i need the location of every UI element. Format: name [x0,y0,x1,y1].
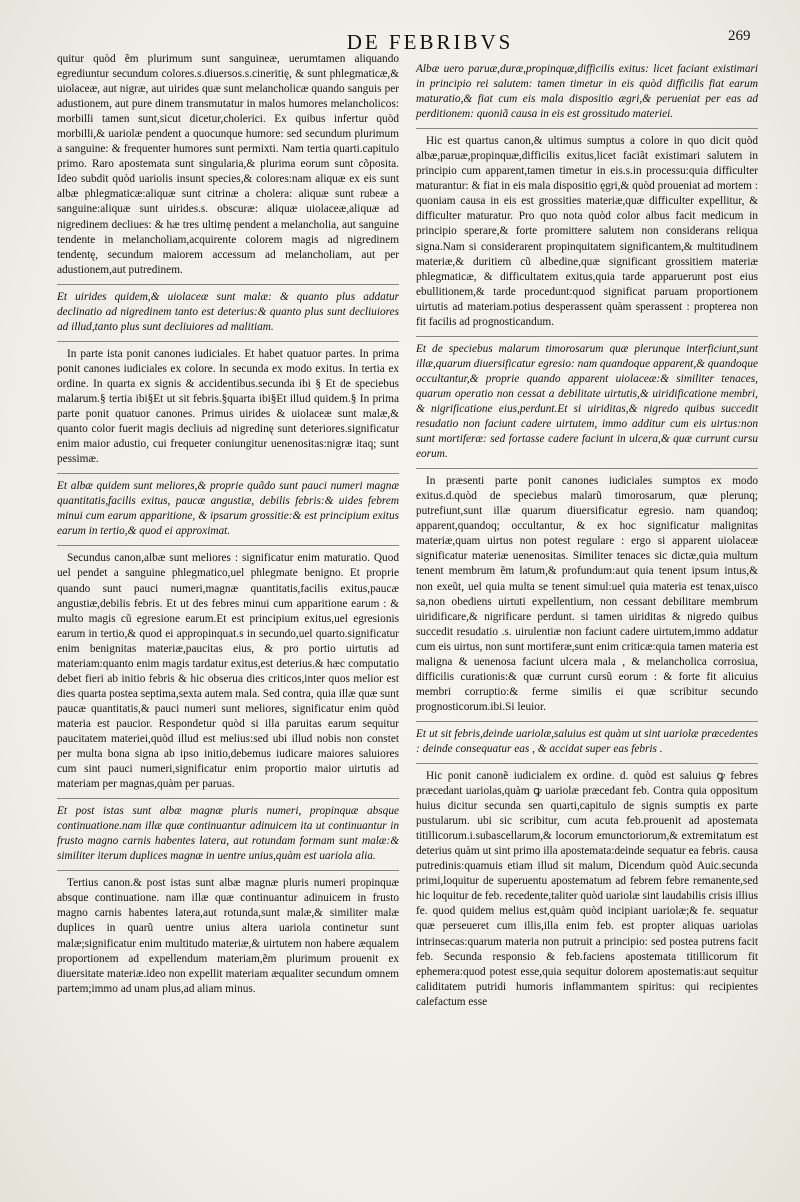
divider [57,284,399,285]
lemma-paragraph: Et uirides quidem,& uiolaceæ sunt malæ: & quanto plus addatur declinatio ad nigredinem tanto est deterius:& quanto plus sunt decliuiores ad illud,tanto plus sunt decliuiores ad malitiam. [57,290,399,333]
divider [416,468,758,469]
page-number: 269 [728,28,751,44]
divider [416,763,758,764]
commentary-paragraph: Hic ponit canonẽ iudicialem ex ordine. d. quòd est saluius ꝙ febres præcedant uariolas,quàm ꝙ uariolæ præcedant feb. Contra quia oppositum huius dicitur secunda sen quarti,capitulo de signis sumptis ex parte pustularum. ubi sic scribitur, cum acuta feb.prouenit ad apostemata titillicorum.i.subascellarum,& locorum emunctoriorum,& extremitatum est deterius quàm ut sint primo illa apostemata:deinde sequatur ea febris. causa putredinis:quamuis etiam illud sit malum, Dicendum quòd Auic.secunda primi,loquitur de superuentu apostematum ad febrem febre remanente,sed hic loquitur de feb. recedente,taliter quòd uariolæ sint laudabilis crisis illius fe. quod quidem melius est,quàm quòd incipiant uariolæ;& fe. sequatur quæ perseueret cum illis,illa enim feb. est propter aliquas uariolas intrinsecas:quarum materia non putruit a principio: sed postea putrens facit feb. Secunda responsio & feb.faciens apostemata titillicorum fit ephemera:quod potest esse,quia sequitur dolorem apostematis:aut sequitur caliditatem putridi humoris inflammantem spiritus: qui recipientes calefactum esse [416,770,758,1008]
divider [416,721,758,722]
commentary-paragraph: Hic est quartus canon,& ultimus sumptus a colore in quo dicit quòd albæ,paruæ,propinquæ,difficilis exitus,licet faciãt existimari salutem in principio cum apparent,tamen timetur in eis.s.in processu:quia difficulter maturantur: & fiat in eis mala dispositio ęgri,& quòd proueniat ad mortem : quoniam causa in eis est grossities materiæ,quæ difficulter expellitur, & difficulter maturatur. Pro quo nota quòd color albus facit medicum in principio sperare,& forte promittere salutem non considerans reliqua signa.Nam si considerarent propinquitatem significantem,& multitudinem materiæ,& duritiem cũ albedine,quæ significant grossitiem materiæ phlegmaticæ, & difficultatem exitus,quia tarde apparuerunt post eius ebullitionem,& tarde procedunt:quod significat paruam proportionem uirtutis ad materiam.potius desperassent quàm sperassent : propterea non fit facilis ad prognosticandum. [416,135,758,328]
lemma-paragraph: Et albæ quidem sunt meliores,& proprie quãdo sunt pauci numeri magnæ quantitatis,facilis exitus, paucæ angustiæ, debilis febris:& uides febrem minui cum earum apparitione, & ipsarum grossitie:& est principium exitus earum in tertio,& quod ei approximat. [57,480,399,538]
lemma-paragraph: Et de speciebus malarum timorosarum quæ plerunque interficiunt,sunt illæ,quarum diuersificatur egresio: nam quandoque apparent,& quandoque occultantur,& proprie quando apparent uiolaceæ:& similiter tenaces, quarum operatio non cessat a debilitate uirtutis,& uiridificatione membri, & nigrificatione eius,perdunt.Et si uiriditas,& nigredo quibus succedit resudatio non faciunt cadere uirtutem, immo additur cum eis uirtus:non sunt mortiferæ: sed fortasse cadere faciunt in ulcera,& quæ currunt cursu eorum. [416,342,758,461]
commentary-paragraph: quitur quòd ẽm plurimum sunt sanguineæ, uerumtamen aliquando egrediuntur secundum colores.s.diuersos.s.cineritię, & sunt phlegmaticæ,& uiolaceæ, aut nigræ, aut uirides quæ sunt melancholicæ quando sanguis per adustionem, aut pure dinem transmutatur in malos humores melancholicos: morbilli tamen sunt,sicut dicetur,cholerici. Ex quibus infertur quòd morbilli,& uariolæ pendent a quocunque humore: sed secundum plurimum a sanguine: & frequenter humores sunt permixti. Nam tertia quarti.capitulo primo. Raro apostemata sunt singularia,& plurima eorum sunt cõposita. Ideo subdit quòd uariolis insunt species,& colores:nam aliquæ ex eis sunt albæ phlegmaticæ:aliquæ sunt citrinæ a cholera: aliquæ sunt rubeæ a sanguine:aliquæ sunt uirides.s. obscuræ: aliquæ uiolaceæ,aliquæ ad nigredinem decliues: & hæ tres ultimę pendent a melancholia, aut sanguine tendente in melancholiam,acquirente colorem magis ad nigredinem tendentę, secundum maiorem accessum ad melancholiam, aut per adustionem,aut putredinem. [57,53,399,276]
commentary-paragraph: In parte ista ponit canones iudiciales. Et habet quatuor partes. In prima ponit canones iudiciales ex colore. In secunda ex modo exitus. In tertia ex ordine. In quarta ex signis & accidentibus.secunda ibi § Et de speciebus malarum.§ tertia ibi§Et ut sit febris.§quarta ibi§Et illud quidem.§ In prima parte ponit quatuor canones. Primus uirides & uiolaceæ sunt malæ,& quanto color fuerit magis decliuis ad nigredinę sunt deteriores.significatur enim maior adustio, cui frequeter coniungitur uenenositas:nigræ itaq; sunt pessimæ. [57,347,399,466]
divider [57,545,399,546]
commentary-paragraph: In præsenti parte ponit canones iudiciales sumptos ex modo exitus.d.quòd de speciebus malarũ timorosarum, quæ plerunq; putrefiunt,sunt illæ quarum diuersificatur egresio. nam quandoq; apparent,quandoq; occultantur, & ex hoc significatur malignitas materiæ,quam uirtus non potest regulare : ergo si apparent uiolaceæ significatur materiæ uenenositas. Similiter tenaces sic dictæ,quia multum tenent membrum ẽm latum,& profundum:aut quia tenent ipsum intus,& non exeũt, uel quia multa se tenent simul:uel quia materia est tenax,uisco sa,non obediens uirtuti expellentium, non cessant debilitare membrum uiridificare,& nigrificare perdunt. si tamen uiriditas & nigredo quibus succedit resudatio .s. uirulentiæ non faciunt cadere uirtutem,immo addatur cum eis uirtus, non sunt mortiferæ,sunt enim criticæ:quia tamen materia est maligna & uenenosa faciunt ulcera mala , & melancholica corrosiua, difficilis curationis:& quæ currunt cursũ eorum : & forte fit alicuius membri corruptio:& ferme similis ei quæ scribitur secundo prognosticorum.ibi.Si leuior. [416,475,758,713]
divider [57,341,399,342]
divider [57,798,399,799]
running-head: DE FEBRIBVS [346,30,514,54]
divider [416,128,758,129]
right-column [416,62,758,1016]
divider [57,870,399,871]
lemma-paragraph: Et ut sit febris,deinde uariolæ,saluius est quàm ut sint uariolæ præcedentes : deinde consequatur eas , & accidat super eas febris . [416,727,758,755]
divider [57,473,399,474]
lemma-paragraph: Albæ uero paruæ,duræ,propinquæ,difficilis exitus: licet faciant existimari in principio rei salutem: tamen timetur in eis quòd difficilis fiat earum maturatio,& fiat cum eis mala dispositio ægri,& perueniat per eas ad perditionem: quoniã causa in eis est grossitudo materiei. [416,63,758,121]
commentary-paragraph: Tertius canon.& post istas sunt albæ magnæ pluris numeri propinquæ absque continuatione. nam illæ quæ continuantur adinuicem in frusto magno carnis habentes latera,aut rotunda,sunt malæ,& similiter malæ duplices in quarũ uentre unius altera uariola continetur sunt malæ;significatur enim multitudo materiæ,& uirtutem non habere æqualem proportionem ad expellendum materiam,ẽm plurimum prouenit ex diuersitate materiæ.ideo non expellit materiam æqualiter secundum omnem partem;immo ad unam plus,ad aliam minus. [57,877,399,995]
commentary-paragraph: Secundus canon,albæ sunt meliores : significatur enim maturatio. Quod uel pendet a sanguine phlegmatico,uel phlegmate benigno. Et proprie quando sunt pauci numeri,magnæ quantitatis,facilis exitus,paucæ angustiæ,debilis febris. Et ut des febres minui cum apparitione earum : & multo magis cũ egresione earum.Et est principium exitus,uel egresionis earum in tertio,& quod ei appropinquat.s in secundo,uel quarto.significatur enim benignitas materiæ,paucitas eius, & pro portio uirtutis ad materiam:quanto enim magis tardatur exitus,est deterius.& hæc computatio debet fieri ab initio febris & hic obserua dies criticos,inter quos melior est dies quarta postea septima,sexta autem mala. Sed contra, quia illæ quæ sunt paucæ quantitatis,& pauci numeri sunt meliores, significatur enim quòd materia est paucior. Respondetur quòd si illa paruitas earum sequitur paucitatem materiei,quòd illud est melius:sed ubi illud nobis non constet per multa bona signa ab ipso initio,debemus iudicare maiores saluiores cum sint pauci numeri,significatur enim proportio maior uirtutis ad materiam per magnas,quàm per paruas. [57,552,399,791]
lemma-paragraph: Et post istas sunt albæ magnæ pluris numeri, propinquæ absque continuatione.nam illæ quæ continuantur adinuicem ita ut continuantur in frusto magno carnis habentes latera, aut rotundam formam sunt malæ:& similiter iterum duplices magnæ in uentre unius,quàm est uariola alia. [57,805,399,863]
left-column [57,52,399,1003]
divider [416,336,758,337]
